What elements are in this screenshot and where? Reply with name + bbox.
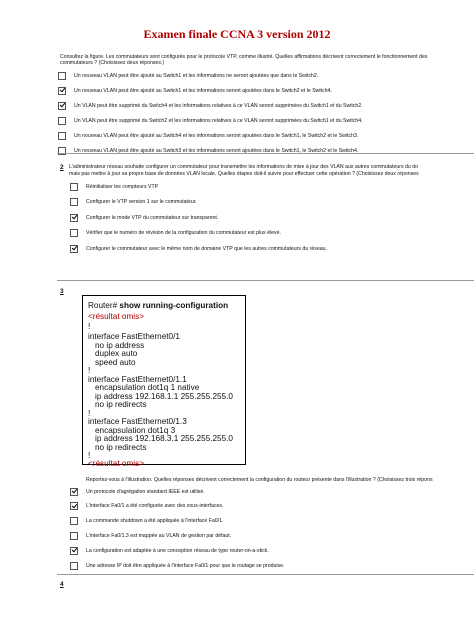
- q1-option-label: Un nouveau VLAN peut être ajouté au Switch1 et les informations ne seront ajoutées que dans le Switch2.: [74, 72, 319, 79]
- q3-option-6[interactable]: [70, 561, 284, 570]
- code-line: ip address 192.168.3.1 255.255.255.0: [95, 434, 233, 443]
- q1-option-label: Un VLAN peut être supprimé du Switch4 et les informations relatives à ce VLAN seront supprimées du Switch1 et du Switch2.: [74, 102, 363, 109]
- q2-option-label: Configurer le mode VTP du commutateur sur transparent.: [86, 214, 219, 221]
- divider-1: [57, 153, 474, 154]
- q3-option-label: La configuration est adaptée à une conception réseau de type router-on-a-stick.: [86, 547, 269, 554]
- code-line: duplex auto: [95, 349, 138, 358]
- q3-option-5[interactable]: [70, 546, 269, 555]
- checkbox-checked-icon[interactable]: [70, 488, 78, 496]
- q1-prompt-line-1: Consultez la figure. Les commutateurs sont configurés pour le protocole VTP, comme illustré. Quelles affirmations décrivent correctement le fonctionnement des: [60, 54, 428, 60]
- q3-option-label: La commande shutdown a été appliquée à l'interface Fa0/1.: [86, 518, 224, 525]
- q2-option-label: Configurer le VTP version 1 sur le commutateur.: [86, 199, 197, 205]
- checkbox-icon[interactable]: [70, 517, 78, 525]
- q2-option-1[interactable]: [70, 182, 158, 191]
- q2-prompt-line-2: mais pas mettre à jour sa propre base de données VLAN locale. Quelles étapes doit-il suivre pour effectuer cette opération ? (Choisissez deux réponses: [69, 171, 419, 177]
- q2-option-3[interactable]: [70, 213, 218, 222]
- divider-2: [57, 280, 474, 281]
- code-line: interface FastEthernet0/1: [88, 332, 180, 341]
- q1-option-label: Un nouveau VLAN peut être ajouté au Switch4 et les informations seront ajoutées dans le Switch1, le Switch2 et le Switch3.: [74, 132, 359, 139]
- q2-prompt-line-1: L'administrateur réseau souhaite configurer un commutateur pour transmettre les informations de mise à jour des VLAN aux autres commutateurs du do: [69, 164, 419, 170]
- code-router-prompt: Router#: [88, 301, 118, 310]
- code-line: speed auto: [95, 357, 136, 367]
- code-command: show running-configuration: [119, 301, 229, 310]
- code-line: encapsulation dot1q 3: [95, 425, 176, 435]
- checkbox-checked-icon[interactable]: [70, 547, 78, 555]
- code-line: no ip redirects: [95, 400, 147, 409]
- code-line: !: [88, 366, 91, 375]
- q1-option-5[interactable]: [58, 131, 358, 140]
- q1-option-4[interactable]: [58, 116, 363, 125]
- code-omitted-bottom: <résultat omis>: [88, 459, 144, 468]
- q4-number: 4: [60, 581, 64, 588]
- code-omitted-top: <résultat omis>: [88, 312, 144, 321]
- q2-option-label: Réinitialiser les compteurs VTP: [86, 183, 159, 190]
- q2-option-5[interactable]: [70, 244, 327, 253]
- q3-option-label: L'interface Fa0/1 a été configurée avec des sous-interfaces.: [86, 503, 224, 510]
- q1-option-2[interactable]: [58, 86, 332, 95]
- q3-number: 3: [60, 288, 64, 295]
- checkbox-icon[interactable]: [58, 132, 66, 140]
- q2-option-label: Vérifier que le numéro de révision de la configuration du commutateur est plus élevé.: [86, 230, 281, 236]
- q2-option-4[interactable]: [70, 229, 281, 238]
- q2-option-label: Configurer le commutateur avec le même nom de domaine VTP que les autres commutateurs du réseau.: [86, 245, 327, 252]
- code-line: no ip address: [95, 340, 145, 350]
- checkbox-icon[interactable]: [70, 532, 78, 540]
- checkbox-icon[interactable]: [70, 229, 78, 237]
- checkbox-checked-icon[interactable]: [70, 502, 78, 510]
- checkbox-icon[interactable]: [58, 117, 66, 125]
- divider-3: [57, 574, 474, 575]
- code-separator: !: [88, 322, 91, 331]
- code-line: ip address 192.168.1.1 255.255.255.0: [95, 391, 233, 401]
- q1-option-label: Un VLAN peut être supprimé du Switch2 et les informations relatives à ce VLAN seront supprimées du Switch1 et du Switch4.: [74, 117, 363, 124]
- q2-option-2[interactable]: [70, 198, 197, 207]
- checkbox-icon[interactable]: [70, 183, 78, 191]
- q3-option-3[interactable]: [70, 517, 223, 526]
- checkbox-checked-icon[interactable]: [58, 87, 66, 95]
- q3-option-1[interactable]: [70, 487, 205, 496]
- checkbox-icon[interactable]: [70, 198, 78, 206]
- q3-option-2[interactable]: [70, 502, 223, 511]
- q1-option-label: Un nouveau VLAN peut être ajouté au Switch3 et les informations seront ajoutées dans le Switch1, le Switch2 et le Switch4.: [74, 147, 359, 154]
- q1-option-1[interactable]: [58, 71, 318, 80]
- code-line: !: [88, 408, 91, 418]
- router-config-exhibit: [82, 295, 246, 468]
- code-line: interface FastEthernet0/1.3: [88, 417, 187, 426]
- code-line: no ip redirects: [95, 442, 147, 452]
- q2-number: 2: [60, 164, 64, 171]
- q3-option-label: L'interface Fa0/1.3 est mappée au VLAN de gestion par défaut.: [86, 532, 232, 539]
- checkbox-checked-icon[interactable]: [58, 102, 66, 110]
- exam-title: Examen finale CCNA 3 version 2012: [143, 27, 331, 41]
- q3-prompt: Reportez-vous à l'illustration. Quelles réponses décrivent correctement la configuration du routeur présente dans l'illustration ? (Choisissez trois répons: [86, 477, 433, 483]
- q1-prompt-line-2: commutateurs ? (Choisissez deux réponses.): [60, 60, 165, 66]
- q1-option-3[interactable]: [58, 101, 363, 110]
- checkbox-icon[interactable]: [70, 562, 78, 570]
- checkbox-checked-icon[interactable]: [70, 214, 78, 222]
- q3-option-4[interactable]: [70, 531, 231, 540]
- code-line: interface FastEthernet0/1.1: [88, 374, 187, 384]
- code-line: !: [88, 451, 91, 460]
- q1-option-label: Un nouveau VLAN peut être ajouté au Switch1 et les informations seront ajoutées dans le Switch2 et le Switch4.: [74, 87, 332, 94]
- code-line: encapsulation dot1q 1 native: [95, 383, 200, 392]
- checkbox-checked-icon[interactable]: [70, 245, 78, 253]
- q3-option-label: Un protocole d'agrégation standard IEEE est utilisé.: [86, 488, 205, 495]
- code-prompt-line: [88, 301, 228, 310]
- q3-option-label: Une adresse IP doit être appliquée à l'interface Fa0/1 pour que le routage se produise.: [86, 562, 285, 569]
- checkbox-icon[interactable]: [58, 72, 66, 80]
